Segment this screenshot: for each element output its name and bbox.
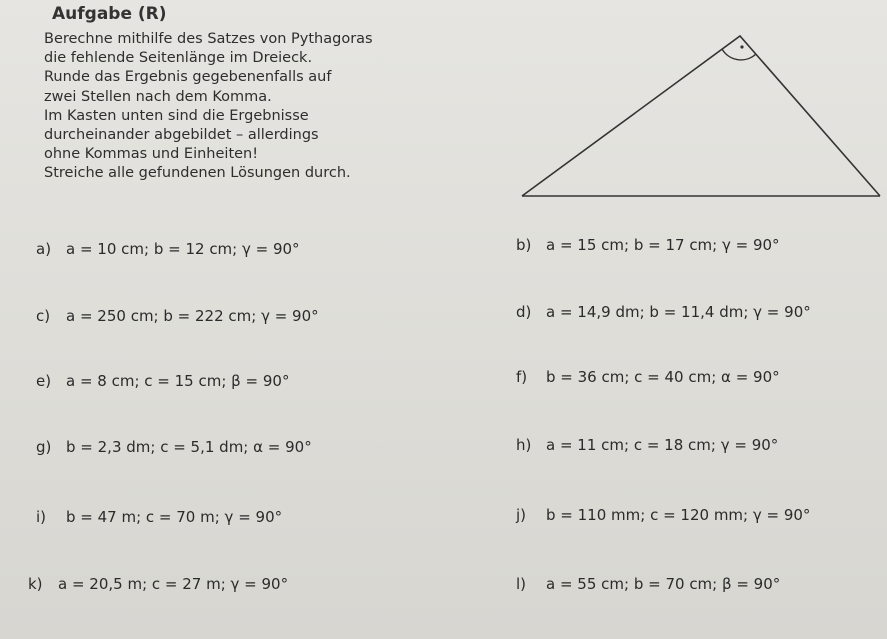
- task-label: h): [516, 436, 532, 454]
- task-l: [516, 575, 780, 593]
- task-h: [516, 436, 778, 454]
- task-label: f): [516, 368, 528, 386]
- task-label: k): [28, 575, 43, 593]
- instruction-line: durcheinander abgebildet – allerdings: [44, 127, 319, 144]
- task-label: l): [516, 575, 527, 593]
- task-text: a = 14,9 dm; b = 11,4 dm; γ = 90°: [546, 303, 811, 321]
- task-f: [516, 368, 780, 386]
- task-b: [516, 236, 780, 254]
- triangle-legs: [522, 36, 880, 196]
- instruction-line: die fehlende Seitenlänge im Dreieck.: [44, 50, 313, 67]
- task-j: [516, 506, 810, 524]
- instruction-line: zwei Stellen nach dem Komma.: [44, 88, 272, 105]
- task-label: a): [36, 240, 52, 258]
- right-angle-dot: [740, 45, 743, 48]
- task-text: b = 110 mm; c = 120 mm; γ = 90°: [546, 506, 811, 524]
- instruction-line: ohne Kommas und Einheiten!: [44, 146, 259, 163]
- task-text: a = 15 cm; b = 17 cm; γ = 90°: [546, 236, 780, 254]
- task-label: i): [36, 508, 47, 526]
- task-label: c): [36, 307, 51, 325]
- task-text: b = 47 m; c = 70 m; γ = 90°: [66, 508, 283, 526]
- task-label: g): [36, 438, 52, 456]
- task-a: [36, 240, 300, 258]
- instruction-line: Berechne mithilfe des Satzes von Pythagoras: [44, 31, 373, 47]
- task-text: a = 11 cm; c = 18 cm; γ = 90°: [546, 436, 779, 454]
- task-text: a = 20,5 m; c = 27 m; γ = 90°: [58, 575, 289, 593]
- right-angle-arc: [722, 49, 756, 60]
- task-label: e): [36, 372, 52, 390]
- instruction-line: Streiche alle gefundenen Lösungen durch.: [44, 165, 351, 182]
- task-text: b = 36 cm; c = 40 cm; α = 90°: [546, 368, 780, 386]
- instruction-line: Im Kasten unten sind die Ergebnisse: [44, 107, 309, 124]
- task-k: [28, 575, 288, 593]
- task-e: [36, 372, 289, 390]
- task-label: b): [516, 236, 532, 254]
- task-text: a = 10 cm; b = 12 cm; γ = 90°: [66, 240, 300, 258]
- task-text: a = 55 cm; b = 70 cm; β = 90°: [546, 575, 781, 593]
- task-label: d): [516, 303, 532, 321]
- task-text: a = 8 cm; c = 15 cm; β = 90°: [66, 372, 290, 390]
- task-text: b = 2,3 dm; c = 5,1 dm; α = 90°: [66, 438, 312, 456]
- task-i: [36, 508, 282, 526]
- task-d: [516, 303, 811, 321]
- task-label: j): [516, 506, 527, 524]
- task-text: a = 250 cm; b = 222 cm; γ = 90°: [66, 307, 319, 325]
- task-g: [36, 438, 312, 456]
- instruction-line: Runde das Ergebnis gegebenenfalls auf: [44, 69, 332, 86]
- exercise-title: Aufgabe (R): [52, 4, 167, 24]
- task-c: [36, 307, 319, 325]
